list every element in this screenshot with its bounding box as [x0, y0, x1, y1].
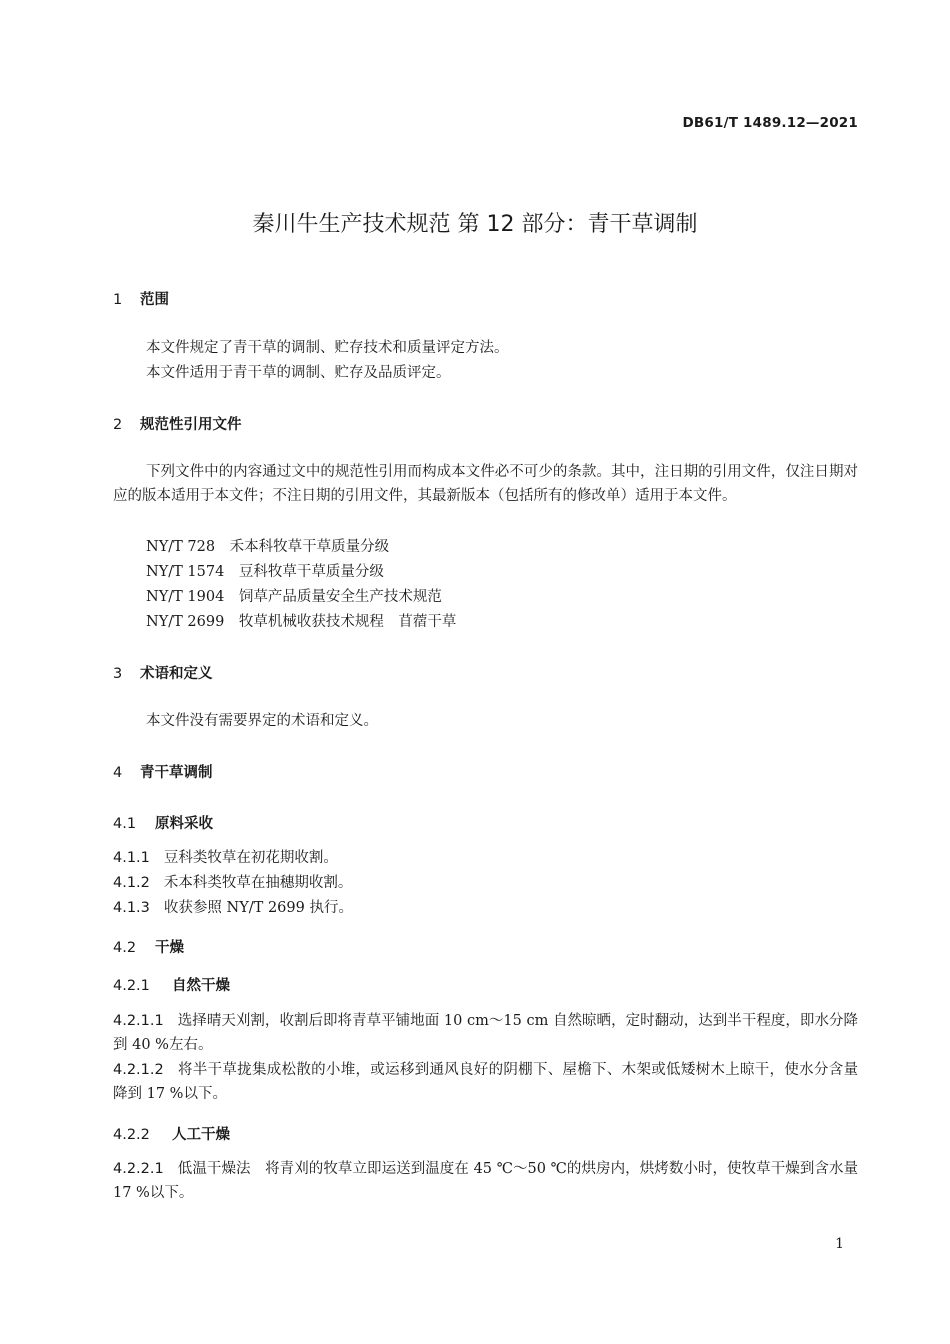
reference-name: 饲草产品质量安全生产技术规范 [238, 589, 442, 605]
section-title: 规范性引用文件 [140, 417, 242, 433]
reference-name: 豆科牧草干草质量分级 [238, 564, 384, 580]
clause-item [113, 1058, 858, 1106]
section-number: 2 [113, 417, 123, 433]
clause-item [113, 871, 352, 895]
paragraph: 本文件适用于青干草的调制、贮存及品质评定。 [146, 365, 451, 381]
section-number: 4 [113, 765, 123, 781]
clause-item [113, 896, 353, 920]
subsection-4-1-heading [113, 812, 213, 833]
subsection-number: 4.2 [113, 940, 137, 956]
section-4-heading [113, 761, 213, 782]
subsection-number: 4.1 [113, 816, 137, 832]
reference-item [146, 610, 456, 634]
clause-number: 4.1.2 [113, 875, 150, 891]
page-number: 1 [835, 1236, 844, 1252]
section-title: 术语和定义 [140, 666, 213, 682]
subsection-number: 4.2.1 [113, 978, 150, 994]
clause-text: 低温干燥法 将青刈的牧草立即运送到温度在 45 ℃～50 ℃的烘房内，烘烤数小时，使牧草干燥到含水量 17 %以下。 [113, 1161, 858, 1201]
paragraph: 下列文件中的内容通过文中的规范性引用而构成本文件必不可少的条款。其中，注日期的引用文件，仅注日期对应的版本适用于本文件；不注日期的引用文件，其最新版本（包括所有的修改单）适用于本文件。 [113, 464, 858, 504]
section-title: 青干草调制 [140, 765, 213, 781]
reference-name: 牧草机械收获技术规程 苜蓿干草 [238, 614, 457, 630]
clause-text: 禾本科类牧草在抽穗期收割。 [163, 875, 353, 891]
section-number: 3 [113, 666, 123, 682]
clause-text: 选择晴天刈割，收割后即将青草平铺地面 10 cm～15 cm 自然晾晒，定时翻动，达到半干程度，即水分降到 40 %左右。 [113, 1013, 858, 1053]
section-title: 范围 [140, 292, 169, 308]
paragraph: 本文件规定了青干草的调制、贮存技术和质量评定方法。 [146, 340, 509, 356]
subsection-4-2-2-heading [113, 1123, 230, 1144]
reference-item [146, 560, 384, 584]
clause-item [113, 846, 338, 870]
subsection-4-2-heading [113, 936, 184, 957]
reference-item [146, 585, 442, 609]
clause-number: 4.2.1.1 [113, 1013, 164, 1029]
reference-name: 禾本科牧草干草质量分级 [229, 539, 390, 555]
subsection-title: 人工干燥 [172, 1127, 230, 1143]
subsection-title: 自然干燥 [172, 978, 230, 994]
clause-item [113, 1157, 858, 1205]
reference-code: NY/T 1904 [146, 589, 225, 605]
section-number: 1 [113, 292, 123, 308]
clause-text: 将半干草拢集成松散的小堆，或运移到通风良好的阴棚下、屋檐下、木架或低矮树木上晾干，使水分含量降到 17 %以下。 [113, 1062, 858, 1102]
paragraph: 本文件没有需要界定的术语和定义。 [146, 713, 378, 729]
clause-number: 4.1.3 [113, 900, 150, 916]
clause-text: 豆科类牧草在初花期收割。 [163, 850, 338, 866]
clause-number: 4.2.1.2 [113, 1062, 164, 1078]
section-1-heading [113, 288, 169, 309]
document-title: 秦川牛生产技术规范 第 12 部分：青干草调制 [252, 212, 698, 237]
subsection-title: 原料采收 [155, 816, 213, 832]
document-code: DB61/T 1489.12—2021 [682, 115, 858, 131]
clause-number: 4.1.1 [113, 850, 150, 866]
section-2-heading [113, 413, 242, 434]
subsection-number: 4.2.2 [113, 1127, 150, 1143]
subsection-title: 干燥 [155, 940, 184, 956]
reference-code: NY/T 1574 [146, 564, 225, 580]
clause-number: 4.2.2.1 [113, 1161, 164, 1177]
clause-item [113, 1009, 858, 1057]
reference-code: NY/T 728 [146, 539, 216, 555]
reference-item [146, 535, 389, 559]
subsection-4-2-1-heading [113, 974, 230, 995]
section-3-heading [113, 662, 213, 683]
reference-code: NY/T 2699 [146, 614, 225, 630]
clause-text: 收获参照 NY/T 2699 执行。 [163, 900, 353, 916]
